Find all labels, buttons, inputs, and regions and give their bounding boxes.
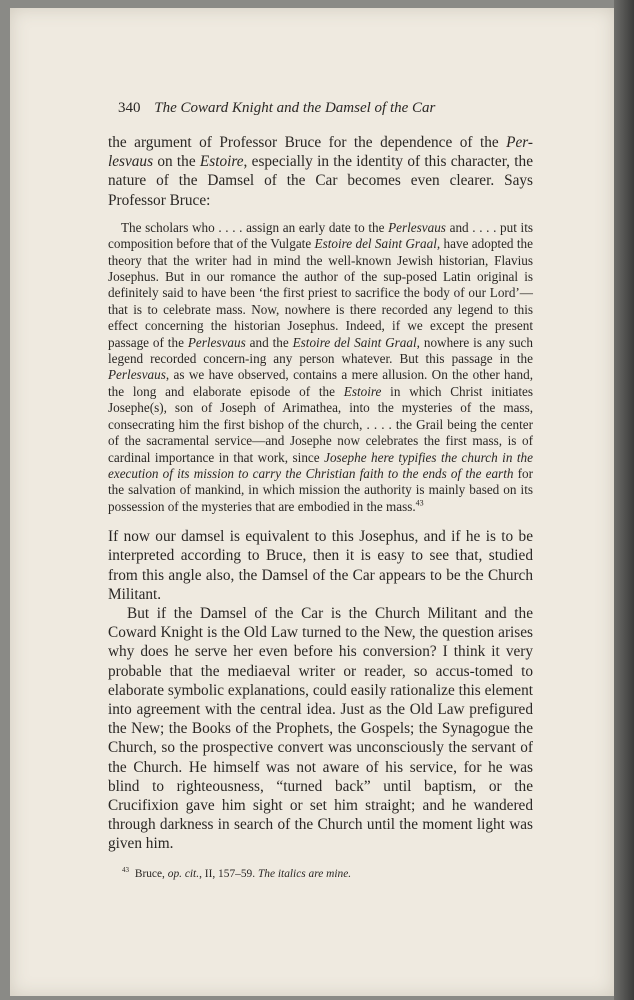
footnote-number: 43	[122, 865, 129, 874]
paragraph-1: the argument of Professor Bruce for the dependence of the Per-lesvaus on the Estoire, especially in the identity of this character, the nature of the Damsel of the Car becomes even clearer. Says Professor Bruce:	[108, 134, 533, 209]
footnote-reference: 43	[415, 498, 424, 508]
paragraph-2: If now our damsel is equivalent to this Josephus, and if he is to be interpreted according to Bruce, then it is easy to see that, studied from this angle also, the Damsel of the Car appears to be the Church Militant.	[108, 528, 533, 603]
page-content	[108, 100, 533, 879]
paragraph-3: But if the Damsel of the Car is the Church Militant and the Coward Knight is the Old Law turned to the New, the question arises why does he serve her even before his conversion? I think it very probable that the mediaeval writer or reader, so accus-tomed to elaborate symbolic explanations, could easily rationalize this element into agreement with the central idea. Just as the Old Law prefigured the New; the Books of the Prophets, the Gospels; the Synagogue the Church, so the prospective convert was unconsciously the servant of the Church. He himself was not aware of his service, for he was blind to righteousness, “turned back” until baptism, or the Crucifixion gave him sight or set him straight; and he wandered through darkness in search of the Church until the moment light was given him.	[108, 604, 533, 853]
page-number: 340	[118, 100, 141, 116]
running-head	[118, 100, 533, 117]
page-edge	[614, 0, 634, 1000]
block-quote: The scholars who . . . . assign an early date to the Perlesvaus and . . . . put its composition before that of the Vulgate Estoire del Saint Graal, have adopted the theory that the writer had in mind the well-known Jewish historian, Flavius Josephus. But in our romance the author of the sup-posed Latin original is definitely said to have been ‘the first priest to sacrifice the body of our Lord’—that is to celebrate mass. Now, nowhere is there recorded any legend to this effect concerning the historian Josephus. Indeed, if we except the present passage of the Perlesvaus and the Estoire del Saint Graal, nowhere is any such legend recorded concern-ing any person whatever. But this passage in the Perlesvaus, as we have observed, contains a mere allusion. On the other hand, the long and elaborate episode of the Estoire in which Christ initiates Josephe(s), son of Joseph of Arimathea, into the mysteries of the mass, consecrating him the first bishop of the church, . . . . the Grail being the center of the sacramental service—and Josephe now celebrates the first mass, is of cardinal importance in that work, since Josephe here typifies the church in the execution of its mission to carry the Christian faith to the ends of the earth for the salvation of mankind, in which mission the authority is mainly based on its possession of the mysteries that are embodied in the mass.$^{43}$	[108, 219, 534, 514]
running-title: The Coward Knight and the Damsel of the Car	[154, 100, 436, 116]
footnote: $^{43}$ Bruce, op. cit., II, 157–59. The italics are mine.	[122, 865, 352, 880]
